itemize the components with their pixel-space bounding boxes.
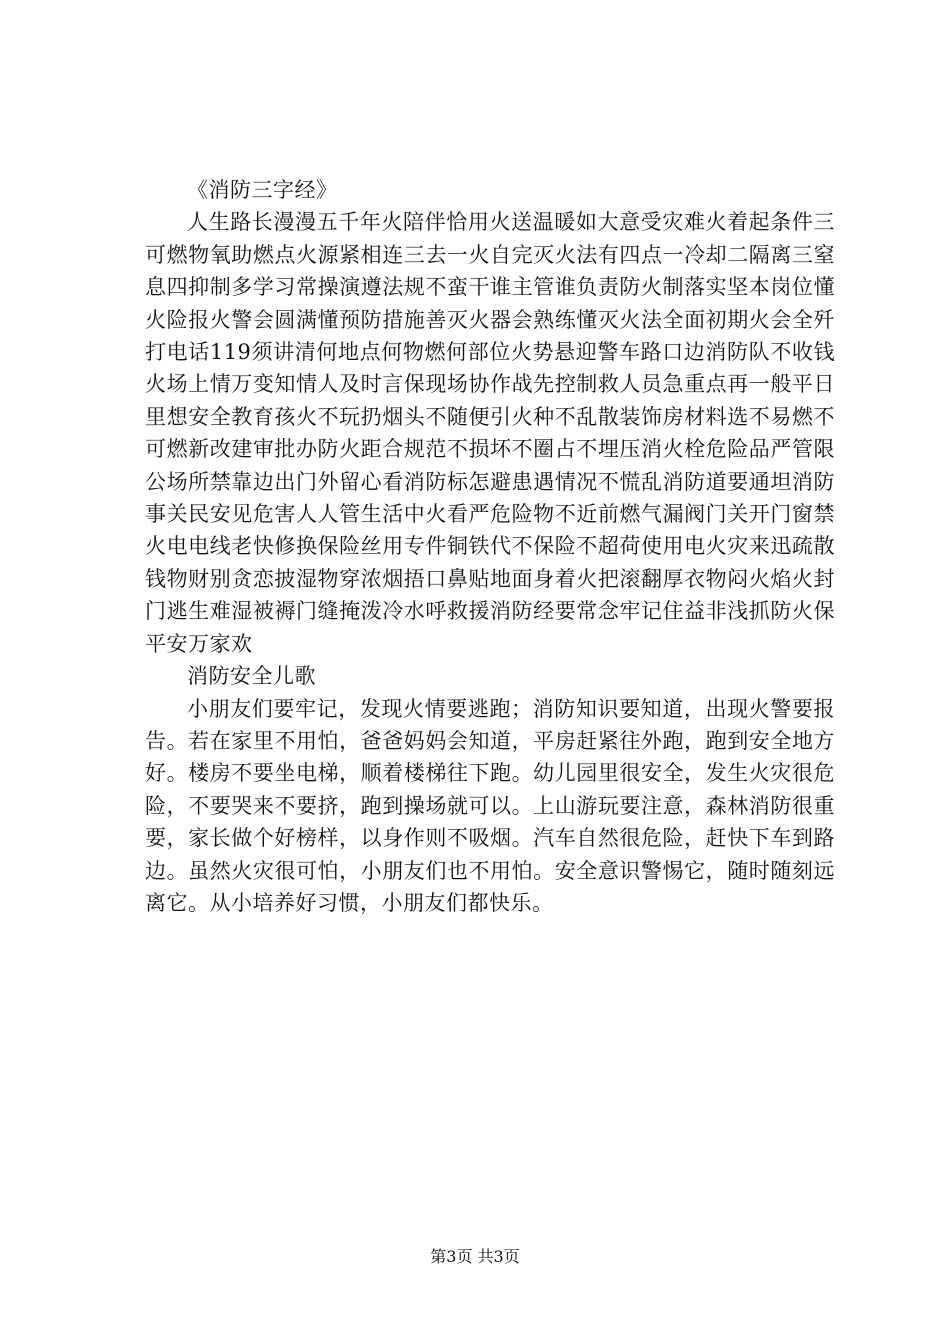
section-body-fire-classic: 人生路长漫漫五千年火陪伴恰用火送温暖如大意受灾难火着起条件三可燃物氧助燃点火源紧相连三去一火自完灭火法有四点一冷却二隔离三窒息四抑制多学习常操演遵法规不蛮干谁主管谁负责防火制落实坚本岗位懂火险报火警会圆满懂预防措施善灭火器会熟练懂灭火法全面初期火会全歼打电话119须讲清何地点何物燃何部位火势悬迎警车路口边消防队不收钱火场上情万变知情人及时言保现场协作战先控制救人员急重点再一般平日里想安全教育孩火不玩扔烟头不随便引火种不乱散装饰房材料选不易燃不可燃新改建审批办防火距合规范不损坏不圈占不埋压消火栓危险品严管限公场所禁靠边出门外留心看消防标怎避患遇情况不慌乱消防道要通坦消防事关民安见危害人人管生活中火看严危险物不近前燃气漏阀门关开门窗禁火电电线老快修换保险丝用专件铜铁代不保险不超荷使用电火灾来迅疏散钱物财别贪恋披湿物穿浓烟捂口鼻贴地面身着火把滚翻厚衣物闷火焰火封门逃生难湿被褥门缝掩泼冷水呼救援消防经要常念牢记住益非浅抓防火保平安万家欢 <box>145 210 835 656</box>
section-body-fire-song: 小朋友们要牢记，发现火情要逃跑；消防知识要知道，出现火警要报告。若在家里不用怕，爸爸妈妈会知道，平房赶紧往外跑，跑到安全地方好。楼房不要坐电梯，顺着楼梯往下跑。幼儿园里很安全，发生火灾很危险，不要哭来不要挤，跑到操场就可以。上山游玩要注意，森林消防很重要，家长做个好榜样，以身作则不吸烟。汽车自然很危险，赶快下车到路边。虽然火灾很可怕，小朋友们也不用怕。安全意识警惕它，随时随刻远离它。从小培养好习惯，小朋友们都快乐。 <box>145 696 835 915</box>
page-footer: 第3页 共3页 <box>430 1247 520 1266</box>
document-body <box>145 174 835 919</box>
section-title-fire-song: 消防安全儿歌 <box>187 664 316 689</box>
section-title-fire-classic: 《消防三字经》 <box>187 178 338 202</box>
